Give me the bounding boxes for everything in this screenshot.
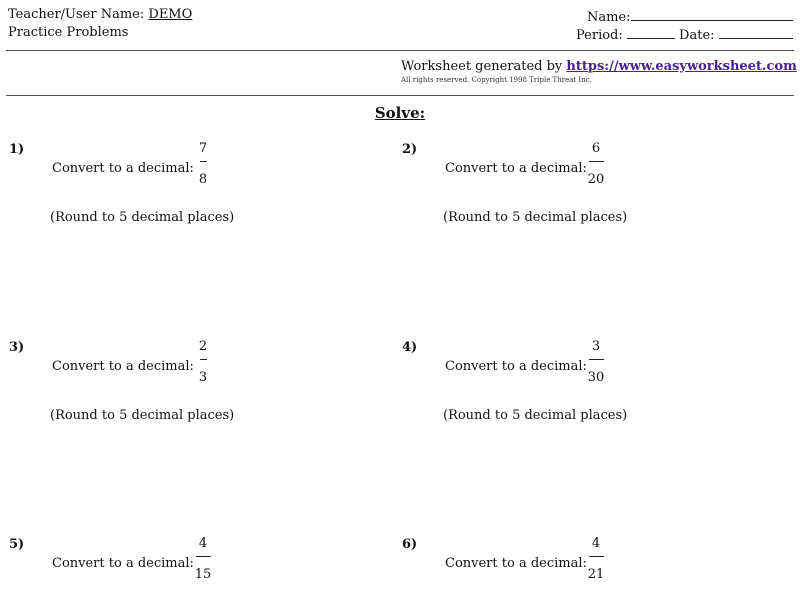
rounding-note: (Round to 5 decimal places) xyxy=(443,408,628,423)
problem-5 xyxy=(9,537,389,597)
fraction-numerator: 2 xyxy=(198,339,208,354)
problem-prompt: Convert to a decimal: xyxy=(445,359,587,374)
problem-prompt: Convert to a decimal: xyxy=(445,556,587,571)
fraction xyxy=(191,142,215,186)
problem-prompt: Convert to a decimal: xyxy=(52,359,194,374)
problem-1 xyxy=(9,142,389,332)
fraction-bar xyxy=(200,359,207,360)
fraction xyxy=(584,537,608,581)
problem-4 xyxy=(402,340,782,530)
fraction-bar xyxy=(589,359,604,360)
fraction-denominator: 3 xyxy=(198,370,208,385)
problem-number: 1) xyxy=(9,142,25,157)
student-name-label: Name: xyxy=(587,10,631,25)
fraction-bar xyxy=(589,161,604,162)
fraction-denominator: 30 xyxy=(587,370,605,385)
student-name-blank xyxy=(631,7,793,21)
rounding-note: (Round to 5 decimal places) xyxy=(50,210,235,225)
worksheet-subtitle: Practice Problems xyxy=(8,25,129,40)
fraction xyxy=(191,537,215,581)
fraction xyxy=(584,340,608,384)
problem-number: 2) xyxy=(402,142,418,157)
problem-number: 6) xyxy=(402,537,418,552)
easyworksheet-link[interactable]: https://www.easyworksheet.com xyxy=(566,59,797,74)
header-divider-top xyxy=(6,50,794,51)
copyright-notice: All rights reserved. Copyright 1998 Triple Threat Inc. xyxy=(401,76,592,84)
fraction-numerator: 4 xyxy=(591,536,601,551)
date-blank xyxy=(719,25,793,39)
fraction-numerator: 3 xyxy=(591,339,601,354)
fraction-bar xyxy=(589,556,604,557)
fraction-denominator: 8 xyxy=(198,172,208,187)
fraction-numerator: 7 xyxy=(198,141,208,156)
header-divider-bottom xyxy=(6,95,794,96)
fraction-bar xyxy=(200,161,207,162)
fraction-denominator: 15 xyxy=(194,567,212,582)
rounding-note: (Round to 5 decimal places) xyxy=(443,210,628,225)
rounding-note: (Round to 5 decimal places) xyxy=(50,408,235,423)
problem-number: 3) xyxy=(9,340,25,355)
generated-by-label: Worksheet generated by xyxy=(401,59,563,74)
teacher-name-label: Teacher/User Name: xyxy=(8,7,145,22)
teacher-name-value: DEMO xyxy=(148,7,193,22)
problem-number: 5) xyxy=(9,537,25,552)
problem-prompt: Convert to a decimal: xyxy=(52,161,194,176)
fraction xyxy=(584,142,608,186)
fraction-denominator: 21 xyxy=(587,567,605,582)
date-label: Date: xyxy=(679,28,715,43)
problem-prompt: Convert to a decimal: xyxy=(445,161,587,176)
problem-3 xyxy=(9,340,389,530)
problem-2 xyxy=(402,142,782,332)
fraction-denominator: 20 xyxy=(587,172,605,187)
student-name-line xyxy=(587,7,793,25)
fraction-bar xyxy=(196,556,211,557)
problem-prompt: Convert to a decimal: xyxy=(52,556,194,571)
fraction xyxy=(191,340,215,384)
generated-by-line xyxy=(401,59,797,74)
problem-6 xyxy=(402,537,782,597)
fraction-numerator: 4 xyxy=(198,536,208,551)
period-label: Period: xyxy=(576,28,623,43)
problem-number: 4) xyxy=(402,340,418,355)
period-date-line xyxy=(576,25,793,43)
page-title: Solve: xyxy=(374,104,426,122)
period-blank xyxy=(627,25,675,39)
teacher-name-line xyxy=(8,7,192,22)
fraction-numerator: 6 xyxy=(591,141,601,156)
